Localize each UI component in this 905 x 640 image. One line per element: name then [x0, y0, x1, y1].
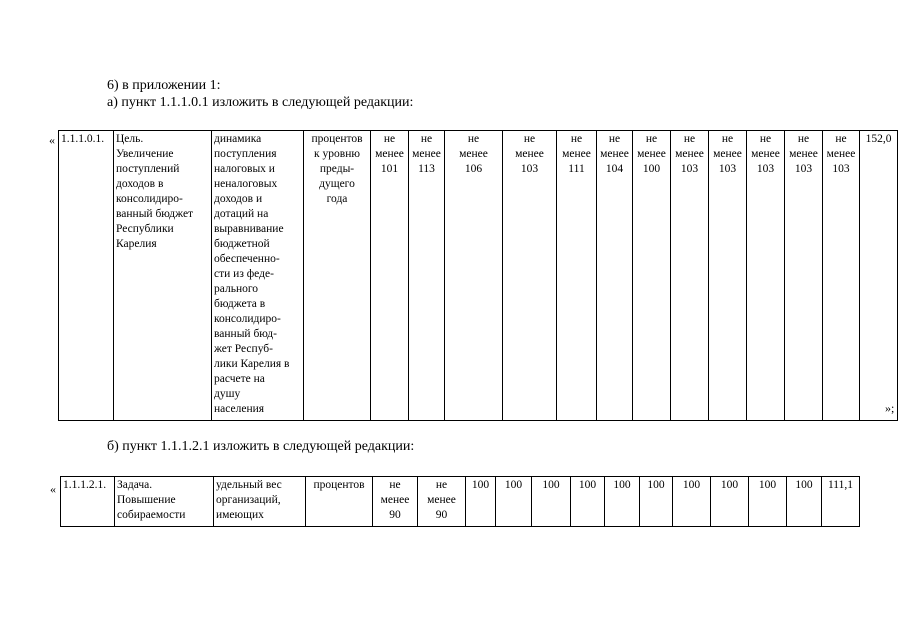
value-cell: 100	[532, 477, 571, 527]
row-unit: процентов	[306, 477, 373, 527]
value-cell: не менее 90	[373, 477, 418, 527]
table-2	[60, 476, 860, 527]
row-indicator: динамика поступления налоговых и неналоговых доходов и дотаций на выравнивание бюджетной обеспеченно- сти из феде- рального бюджета в консолидиро- ванный бюд- жет Респуб- лики Карелия в расчете на душу населения	[212, 131, 304, 421]
row-code: 1.1.1.0.1.	[59, 131, 114, 421]
value-cell: не менее 103	[709, 131, 747, 421]
value-cell: не менее 104	[597, 131, 633, 421]
row-code: 1.1.1.2.1.	[61, 477, 115, 527]
intro-line-2: а) пункт 1.1.1.0.1 изложить в следующей редакции:	[107, 95, 414, 110]
value-cell: не менее 103	[671, 131, 709, 421]
value-cell: не менее 106	[445, 131, 503, 421]
row-name: Задача. Повышение собираемости	[115, 477, 214, 527]
section-b-line: б) пункт 1.1.1.2.1 изложить в следующей редакции:	[107, 439, 415, 454]
value-cell: не менее 103	[823, 131, 860, 421]
row-unit: процентов к уровню преды- дущего года	[304, 131, 371, 421]
value-cell: 100	[673, 477, 711, 527]
value-cell: 100	[711, 477, 749, 527]
value-cell: 100	[571, 477, 605, 527]
value-cell: не менее 90	[418, 477, 466, 527]
table2-open-quote: «	[50, 482, 56, 496]
intro-line-1: 6) в приложении 1:	[107, 78, 221, 93]
table-1	[58, 130, 898, 421]
row-name: Цель. Увеличение поступлений доходов в консолидиро- ванный бюджет Республики Карелия	[114, 131, 212, 421]
value-cell: 100	[466, 477, 496, 527]
value-cell: 100	[640, 477, 673, 527]
value-cell: не менее 113	[409, 131, 445, 421]
value-cell: не менее 103	[785, 131, 823, 421]
table-1-row	[59, 131, 898, 421]
value-cell: не менее 100	[633, 131, 671, 421]
row-indicator: удельный вес организаций, имеющих	[214, 477, 306, 527]
value-cell: не менее 101	[371, 131, 409, 421]
value-cell: 100	[787, 477, 822, 527]
value-cell: не менее 103	[503, 131, 557, 421]
table-2-row	[61, 477, 860, 527]
table1-open-quote: «	[49, 133, 55, 147]
value-cell: 100	[605, 477, 640, 527]
row-total: 111,1	[822, 477, 860, 527]
row-total: 152,0	[860, 131, 898, 421]
value-cell: не менее 103	[747, 131, 785, 421]
table1-close-quote: »;	[885, 401, 895, 415]
value-cell: не менее 111	[557, 131, 597, 421]
value-cell: 100	[496, 477, 532, 527]
value-cell: 100	[749, 477, 787, 527]
